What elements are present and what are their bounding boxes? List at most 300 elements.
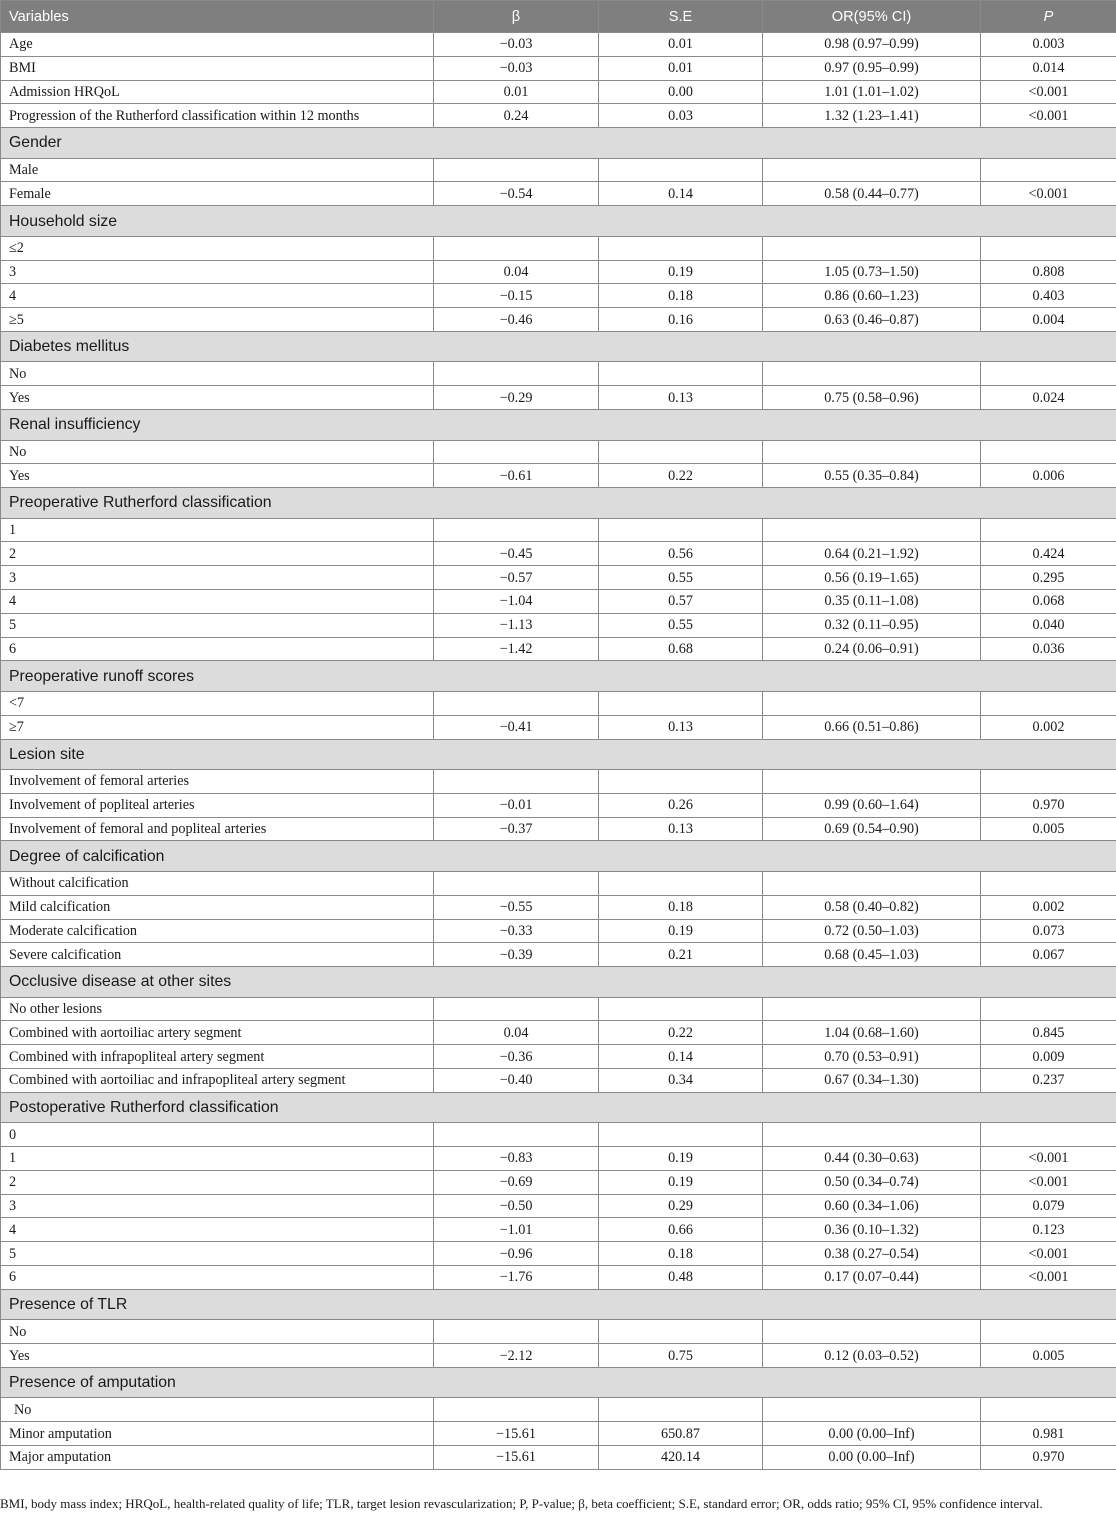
or-ci-cell: 1.05 (0.73–1.50): [763, 260, 981, 284]
or-ci-cell: [763, 1320, 981, 1344]
variable-cell: <7: [1, 691, 434, 715]
se-cell: 0.68: [599, 637, 763, 661]
table-row: [1, 1422, 1116, 1446]
table-row: [1, 919, 1116, 943]
variable-cell: 3: [1, 260, 434, 284]
variable-cell: 2: [1, 542, 434, 566]
table-row: [1, 715, 1116, 739]
variable-cell: No: [1, 440, 434, 464]
variable-cell: No other lesions: [1, 997, 434, 1021]
table-row: [1, 1194, 1116, 1218]
beta-cell: −0.01: [434, 793, 599, 817]
variable-cell: 1: [1, 1147, 434, 1171]
beta-cell: −0.15: [434, 284, 599, 308]
variable-cell: 0: [1, 1123, 434, 1147]
beta-cell: −2.12: [434, 1344, 599, 1368]
se-cell: 0.75: [599, 1344, 763, 1368]
or-ci-cell: 1.32 (1.23–1.41): [763, 104, 981, 128]
table-header-row: [1, 1, 1116, 33]
or-ci-cell: 0.35 (0.11–1.08): [763, 590, 981, 614]
se-cell: 0.29: [599, 1194, 763, 1218]
p-value-cell: 0.002: [981, 895, 1116, 919]
p-value-cell: <0.001: [981, 182, 1116, 206]
variable-cell: 5: [1, 613, 434, 637]
beta-cell: [434, 1123, 599, 1147]
section-title: Presence of amputation: [1, 1367, 1116, 1398]
section-header-row: [1, 1289, 1116, 1320]
table-row: [1, 770, 1116, 794]
se-cell: 0.19: [599, 1170, 763, 1194]
table-row: [1, 104, 1116, 128]
se-cell: 0.18: [599, 895, 763, 919]
beta-cell: −0.55: [434, 895, 599, 919]
or-ci-cell: 0.00 (0.00–Inf): [763, 1446, 981, 1470]
se-cell: 0.19: [599, 1147, 763, 1171]
or-ci-cell: 0.67 (0.34–1.30): [763, 1069, 981, 1093]
section-title: Degree of calcification: [1, 841, 1116, 872]
beta-cell: −0.03: [434, 33, 599, 57]
variable-cell: Yes: [1, 464, 434, 488]
se-cell: [599, 770, 763, 794]
p-value-cell: 0.067: [981, 943, 1116, 967]
p-value-cell: 0.970: [981, 1446, 1116, 1470]
variable-cell: Moderate calcification: [1, 919, 434, 943]
beta-cell: −0.39: [434, 943, 599, 967]
se-cell: [599, 1398, 763, 1422]
variable-cell: Combined with aortoiliac and infrapopliteal artery segment: [1, 1069, 434, 1093]
se-cell: 0.14: [599, 182, 763, 206]
se-cell: 0.22: [599, 1021, 763, 1045]
p-value-cell: <0.001: [981, 1242, 1116, 1266]
beta-cell: −1.04: [434, 590, 599, 614]
p-value-cell: [981, 1320, 1116, 1344]
p-value-cell: 0.123: [981, 1218, 1116, 1242]
section-title: Presence of TLR: [1, 1289, 1116, 1320]
variable-cell: ≥7: [1, 715, 434, 739]
p-value-cell: [981, 440, 1116, 464]
table-row: [1, 1021, 1116, 1045]
or-ci-cell: 1.01 (1.01–1.02): [763, 80, 981, 104]
table-row: [1, 793, 1116, 817]
section-title: Postoperative Rutherford classification: [1, 1092, 1116, 1123]
header-variables: Variables: [1, 1, 434, 33]
beta-cell: [434, 1398, 599, 1422]
se-cell: [599, 1320, 763, 1344]
beta-cell: −0.41: [434, 715, 599, 739]
table-row: [1, 362, 1116, 386]
p-value-cell: [981, 1123, 1116, 1147]
table-row: [1, 997, 1116, 1021]
section-header-row: [1, 1092, 1116, 1123]
variable-cell: Yes: [1, 1344, 434, 1368]
table-row: [1, 590, 1116, 614]
variable-cell: Minor amputation: [1, 1422, 434, 1446]
header-beta: β: [434, 1, 599, 33]
p-value-cell: <0.001: [981, 1266, 1116, 1290]
beta-cell: [434, 871, 599, 895]
beta-cell: −0.03: [434, 56, 599, 80]
beta-cell: −0.57: [434, 566, 599, 590]
beta-cell: −0.61: [434, 464, 599, 488]
beta-cell: −15.61: [434, 1446, 599, 1470]
p-value-cell: 0.079: [981, 1194, 1116, 1218]
or-ci-cell: 0.50 (0.34–0.74): [763, 1170, 981, 1194]
section-header-row: [1, 410, 1116, 441]
p-value-cell: [981, 362, 1116, 386]
table-row: [1, 943, 1116, 967]
table-row: [1, 33, 1116, 57]
variable-cell: Progression of the Rutherford classification within 12 months: [1, 104, 434, 128]
or-ci-cell: 0.66 (0.51–0.86): [763, 715, 981, 739]
beta-cell: 0.04: [434, 1021, 599, 1045]
beta-cell: 0.04: [434, 260, 599, 284]
table-row: [1, 817, 1116, 841]
variable-cell: 6: [1, 637, 434, 661]
or-ci-cell: 0.99 (0.60–1.64): [763, 793, 981, 817]
or-ci-cell: [763, 158, 981, 182]
section-title: Preoperative runoff scores: [1, 661, 1116, 692]
p-value-cell: 0.036: [981, 637, 1116, 661]
se-cell: 0.13: [599, 715, 763, 739]
p-value-cell: <0.001: [981, 1170, 1116, 1194]
table-row: [1, 1446, 1116, 1470]
section-title: Preoperative Rutherford classification: [1, 488, 1116, 519]
se-cell: 0.34: [599, 1069, 763, 1093]
p-value-cell: [981, 236, 1116, 260]
p-value-cell: 0.845: [981, 1021, 1116, 1045]
table-row: [1, 182, 1116, 206]
se-cell: 0.66: [599, 1218, 763, 1242]
variable-cell: Yes: [1, 386, 434, 410]
se-cell: [599, 236, 763, 260]
p-value-cell: 0.024: [981, 386, 1116, 410]
p-value-cell: 0.040: [981, 613, 1116, 637]
variable-cell: 5: [1, 1242, 434, 1266]
beta-cell: −0.50: [434, 1194, 599, 1218]
se-cell: 0.56: [599, 542, 763, 566]
section-header-row: [1, 739, 1116, 770]
variable-cell: No: [1, 1398, 434, 1422]
or-ci-cell: 0.70 (0.53–0.91): [763, 1045, 981, 1069]
se-cell: 0.13: [599, 386, 763, 410]
or-ci-cell: 0.58 (0.40–0.82): [763, 895, 981, 919]
se-cell: 0.19: [599, 260, 763, 284]
p-value-cell: 0.424: [981, 542, 1116, 566]
table-row: [1, 236, 1116, 260]
table-row: [1, 1218, 1116, 1242]
or-ci-cell: [763, 236, 981, 260]
se-cell: 420.14: [599, 1446, 763, 1470]
beta-cell: [434, 440, 599, 464]
se-cell: 0.48: [599, 1266, 763, 1290]
variable-cell: No: [1, 1320, 434, 1344]
se-cell: 0.01: [599, 56, 763, 80]
section-header-row: [1, 331, 1116, 362]
beta-cell: −0.46: [434, 308, 599, 332]
or-ci-cell: [763, 518, 981, 542]
p-value-cell: [981, 770, 1116, 794]
beta-cell: [434, 158, 599, 182]
variable-cell: Severe calcification: [1, 943, 434, 967]
or-ci-cell: [763, 362, 981, 386]
table-row: [1, 895, 1116, 919]
or-ci-cell: 0.64 (0.21–1.92): [763, 542, 981, 566]
section-header-row: [1, 206, 1116, 237]
table-row: [1, 637, 1116, 661]
beta-cell: −0.29: [434, 386, 599, 410]
se-cell: [599, 1123, 763, 1147]
p-value-cell: 0.295: [981, 566, 1116, 590]
or-ci-cell: 0.56 (0.19–1.65): [763, 566, 981, 590]
beta-cell: [434, 770, 599, 794]
section-header-row: [1, 488, 1116, 519]
beta-cell: −1.76: [434, 1266, 599, 1290]
beta-cell: [434, 236, 599, 260]
p-value-cell: 0.002: [981, 715, 1116, 739]
variable-cell: BMI: [1, 56, 434, 80]
beta-cell: −0.40: [434, 1069, 599, 1093]
p-value-cell: 0.004: [981, 308, 1116, 332]
variable-cell: Male: [1, 158, 434, 182]
table-footnote: BMI, body mass index; HRQoL, health-related quality of life; TLR, target lesion revascularization; P, P-value; β, beta coefficient; S.E, standard error; OR, odds ratio; 95% CI, 95% confidence interval.: [0, 1496, 1043, 1511]
beta-cell: −0.69: [434, 1170, 599, 1194]
or-ci-cell: 0.17 (0.07–0.44): [763, 1266, 981, 1290]
or-ci-cell: 0.44 (0.30–0.63): [763, 1147, 981, 1171]
or-ci-cell: 0.24 (0.06–0.91): [763, 637, 981, 661]
header-p-value: P: [981, 1, 1116, 33]
p-value-cell: [981, 997, 1116, 1021]
variable-cell: Without calcification: [1, 871, 434, 895]
se-cell: 0.18: [599, 1242, 763, 1266]
or-ci-cell: 0.36 (0.10–1.32): [763, 1218, 981, 1242]
section-title: Household size: [1, 206, 1116, 237]
or-ci-cell: 0.75 (0.58–0.96): [763, 386, 981, 410]
se-cell: 0.01: [599, 33, 763, 57]
table-row: [1, 1320, 1116, 1344]
table-row: [1, 1170, 1116, 1194]
p-value-cell: <0.001: [981, 1147, 1116, 1171]
p-value-cell: 0.970: [981, 793, 1116, 817]
se-cell: 0.55: [599, 566, 763, 590]
beta-cell: −1.01: [434, 1218, 599, 1242]
section-title: Diabetes mellitus: [1, 331, 1116, 362]
se-cell: [599, 997, 763, 1021]
section-header-row: [1, 967, 1116, 998]
section-header-row: [1, 128, 1116, 159]
table-row: [1, 464, 1116, 488]
variable-cell: Admission HRQoL: [1, 80, 434, 104]
or-ci-cell: 0.38 (0.27–0.54): [763, 1242, 981, 1266]
variable-cell: Involvement of femoral and popliteal arteries: [1, 817, 434, 841]
se-cell: 0.13: [599, 817, 763, 841]
beta-cell: −0.54: [434, 182, 599, 206]
p-value-cell: 0.006: [981, 464, 1116, 488]
variable-cell: Female: [1, 182, 434, 206]
section-title: Occlusive disease at other sites: [1, 967, 1116, 998]
table-row: [1, 518, 1116, 542]
or-ci-cell: [763, 871, 981, 895]
section-header-row: [1, 1367, 1116, 1398]
p-value-cell: 0.068: [981, 590, 1116, 614]
section-header-row: [1, 661, 1116, 692]
or-ci-cell: 0.32 (0.11–0.95): [763, 613, 981, 637]
se-cell: 0.18: [599, 284, 763, 308]
p-value-cell: [981, 871, 1116, 895]
beta-cell: −0.96: [434, 1242, 599, 1266]
beta-cell: [434, 362, 599, 386]
table-row: [1, 260, 1116, 284]
beta-cell: −15.61: [434, 1422, 599, 1446]
variable-cell: 3: [1, 566, 434, 590]
table-row: [1, 308, 1116, 332]
table-row: [1, 691, 1116, 715]
beta-cell: −0.37: [434, 817, 599, 841]
or-ci-cell: 0.55 (0.35–0.84): [763, 464, 981, 488]
se-cell: 0.57: [599, 590, 763, 614]
beta-cell: [434, 691, 599, 715]
table-body: [1, 33, 1116, 1470]
se-cell: [599, 871, 763, 895]
beta-cell: −0.45: [434, 542, 599, 566]
variable-cell: No: [1, 362, 434, 386]
table-row: [1, 1045, 1116, 1069]
se-cell: 0.19: [599, 919, 763, 943]
variable-cell: Major amputation: [1, 1446, 434, 1470]
se-cell: [599, 518, 763, 542]
or-ci-cell: [763, 997, 981, 1021]
table-row: [1, 80, 1116, 104]
table-row: [1, 158, 1116, 182]
section-title: Lesion site: [1, 739, 1116, 770]
p-value-cell: 0.005: [981, 817, 1116, 841]
p-value-cell: <0.001: [981, 104, 1116, 128]
or-ci-cell: [763, 770, 981, 794]
p-value-cell: [981, 518, 1116, 542]
table-row: [1, 871, 1116, 895]
or-ci-cell: 0.68 (0.45–1.03): [763, 943, 981, 967]
table-row: [1, 1344, 1116, 1368]
p-value-cell: 0.981: [981, 1422, 1116, 1446]
beta-cell: −0.33: [434, 919, 599, 943]
variable-cell: 4: [1, 1218, 434, 1242]
se-cell: [599, 362, 763, 386]
or-ci-cell: 1.04 (0.68–1.60): [763, 1021, 981, 1045]
section-header-row: [1, 841, 1116, 872]
table-row: [1, 613, 1116, 637]
p-value-cell: 0.005: [981, 1344, 1116, 1368]
se-cell: 0.22: [599, 464, 763, 488]
variable-cell: Age: [1, 33, 434, 57]
p-value-cell: 0.237: [981, 1069, 1116, 1093]
header-se: S.E: [599, 1, 763, 33]
beta-cell: [434, 997, 599, 1021]
or-ci-cell: [763, 1398, 981, 1422]
table-row: [1, 1147, 1116, 1171]
table-row: [1, 56, 1116, 80]
table-row: [1, 1069, 1116, 1093]
se-cell: 650.87: [599, 1422, 763, 1446]
variable-cell: 3: [1, 1194, 434, 1218]
beta-cell: [434, 1320, 599, 1344]
beta-cell: −1.42: [434, 637, 599, 661]
p-value-cell: 0.808: [981, 260, 1116, 284]
or-ci-cell: 0.63 (0.46–0.87): [763, 308, 981, 332]
p-value-cell: 0.003: [981, 33, 1116, 57]
se-cell: 0.00: [599, 80, 763, 104]
beta-cell: −1.13: [434, 613, 599, 637]
variable-cell: ≤2: [1, 236, 434, 260]
or-ci-cell: [763, 440, 981, 464]
or-ci-cell: 0.58 (0.44–0.77): [763, 182, 981, 206]
se-cell: 0.55: [599, 613, 763, 637]
beta-cell: −0.36: [434, 1045, 599, 1069]
table-row: [1, 440, 1116, 464]
variable-cell: 4: [1, 284, 434, 308]
variable-cell: 4: [1, 590, 434, 614]
or-ci-cell: 0.98 (0.97–0.99): [763, 33, 981, 57]
se-cell: 0.14: [599, 1045, 763, 1069]
beta-cell: [434, 518, 599, 542]
variable-cell: Involvement of popliteal arteries: [1, 793, 434, 817]
or-ci-cell: [763, 1123, 981, 1147]
header-or-ci: OR(95% CI): [763, 1, 981, 33]
variable-cell: Combined with infrapopliteal artery segment: [1, 1045, 434, 1069]
variable-cell: ≥5: [1, 308, 434, 332]
variable-cell: Involvement of femoral arteries: [1, 770, 434, 794]
or-ci-cell: 0.69 (0.54–0.90): [763, 817, 981, 841]
or-ci-cell: 0.00 (0.00–Inf): [763, 1422, 981, 1446]
variable-cell: 2: [1, 1170, 434, 1194]
or-ci-cell: 0.72 (0.50–1.03): [763, 919, 981, 943]
or-ci-cell: 0.60 (0.34–1.06): [763, 1194, 981, 1218]
p-value-cell: [981, 691, 1116, 715]
table-row: [1, 542, 1116, 566]
beta-cell: −0.83: [434, 1147, 599, 1171]
se-cell: 0.16: [599, 308, 763, 332]
section-title: Gender: [1, 128, 1116, 159]
section-title: Renal insufficiency: [1, 410, 1116, 441]
beta-cell: 0.01: [434, 80, 599, 104]
or-ci-cell: 0.97 (0.95–0.99): [763, 56, 981, 80]
table-row: [1, 1123, 1116, 1147]
se-cell: 0.21: [599, 943, 763, 967]
p-value-cell: 0.073: [981, 919, 1116, 943]
table-row: [1, 1266, 1116, 1290]
se-cell: 0.26: [599, 793, 763, 817]
beta-cell: 0.24: [434, 104, 599, 128]
variable-cell: 1: [1, 518, 434, 542]
variable-cell: 6: [1, 1266, 434, 1290]
p-value-cell: 0.403: [981, 284, 1116, 308]
se-cell: [599, 691, 763, 715]
p-value-cell: [981, 1398, 1116, 1422]
se-cell: [599, 440, 763, 464]
table-row: [1, 1398, 1116, 1422]
or-ci-cell: [763, 691, 981, 715]
or-ci-cell: 0.12 (0.03–0.52): [763, 1344, 981, 1368]
p-value-cell: <0.001: [981, 80, 1116, 104]
or-ci-cell: 0.86 (0.60–1.23): [763, 284, 981, 308]
table-row: [1, 386, 1116, 410]
se-cell: [599, 158, 763, 182]
variable-cell: Mild calcification: [1, 895, 434, 919]
table-row: [1, 284, 1116, 308]
p-value-cell: 0.014: [981, 56, 1116, 80]
p-value-cell: 0.009: [981, 1045, 1116, 1069]
variable-cell: Combined with aortoiliac artery segment: [1, 1021, 434, 1045]
se-cell: 0.03: [599, 104, 763, 128]
table-row: [1, 1242, 1116, 1266]
